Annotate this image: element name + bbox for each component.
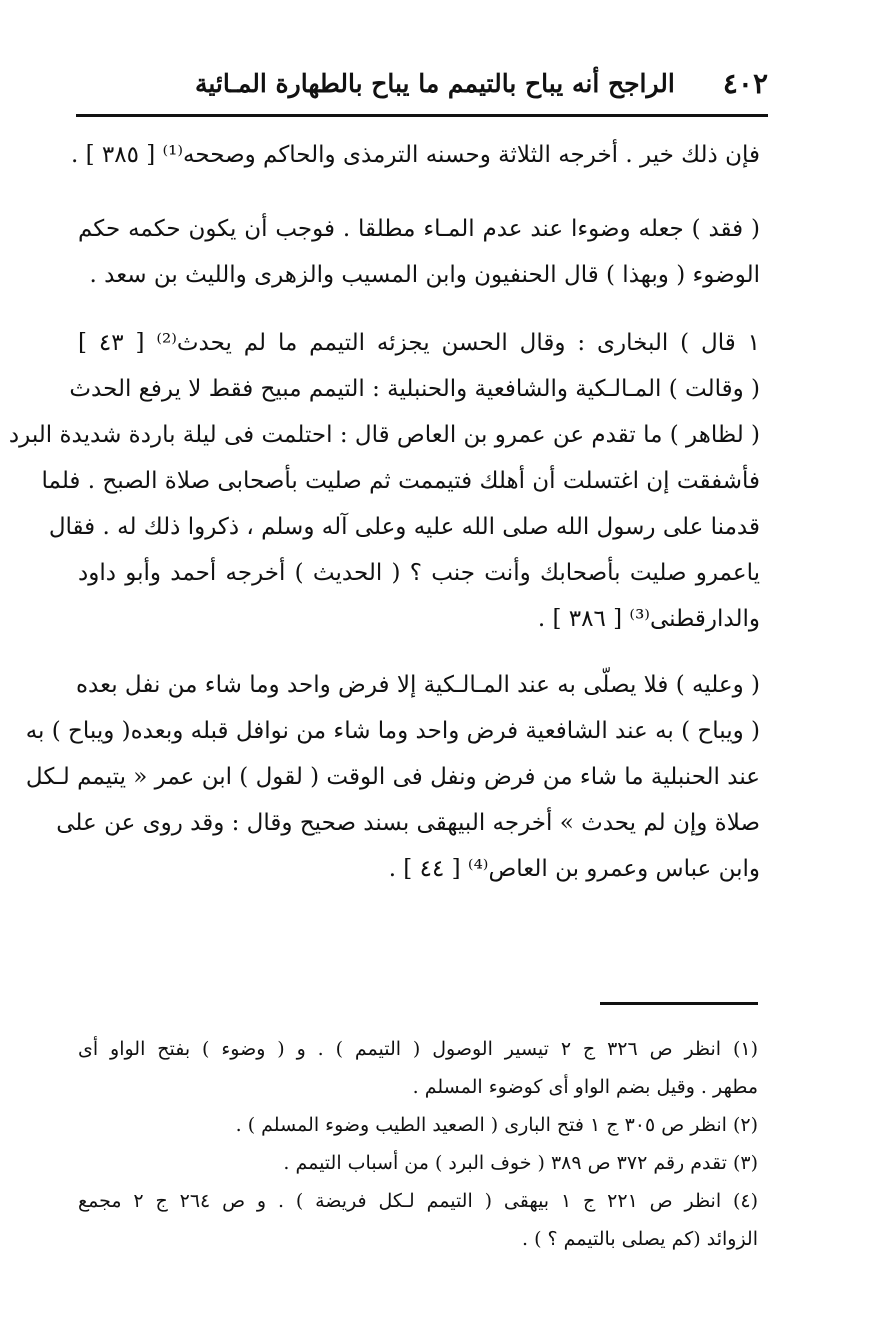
text-line: وابن عباس وعمرو بن العاص⁽⁴⁾ [ ٤٤ ] .: [388, 856, 760, 882]
text-line: فأشفقت إن اغتسلت أن أهلك فتيممت ثم صليت بأصحابى صلاة الصبح . فلما: [41, 468, 760, 494]
footnote-line: (١) انظر ص ٣٢٦ ج ٢ تيسير الوصول ( التيمم ) . و ( وضوء ) بفتح الواو أى: [78, 1038, 759, 1060]
text-line: ١ قال ) البخارى : وقال الحسن يجزئه التيمم ما لم يحدث⁽²⁾ [ ٤٣ ]: [78, 330, 760, 356]
text-line: قدمنا على رسول الله صلى الله عليه وعلى آله وسلم ، ذكروا ذلك له . فقال: [48, 514, 760, 540]
footnote-3: [78, 1144, 758, 1182]
text-line: فإن ذلك خير . أخرجه الثلاثة وحسنه الترمذى والحاكم وصححه⁽¹⁾ [ ٣٨٥ ] .: [70, 142, 760, 168]
text-line: صلاة وإن لم يحدث » أخرجه البيهقى بسند صحيح وقال : وقد روى عن على: [56, 810, 760, 836]
running-title: الراجح أنه يباح بالتيمم ما يباح بالطهارة المـائية: [194, 68, 675, 98]
text-line: والدارقطنى⁽³⁾ [ ٣٨٦ ] .: [537, 606, 760, 632]
text-line: ( ويباح ) به عند الشافعية فرض واحد وما شاء من نوافل قبله وبعده( ويباح ) به: [25, 718, 760, 744]
footnote-line: (٣) تقدم رقم ٣٧٢ ص ٣٨٩ ( خوف البرد ) من أسباب التيمم .: [283, 1152, 758, 1174]
text-line: ( وقالت ) المـالـكية والشافعية والحنبلية : التيمم مبيح فقط لا يرفع الحدث: [69, 376, 760, 402]
text-line: ( لظاهر ) ما تقدم عن عمرو بن العاص قال : احتلمت فى ليلة باردة شديدة البرد: [8, 422, 760, 448]
footnote-1: [78, 1030, 758, 1106]
paragraph-2: [78, 206, 760, 298]
header-rule: [76, 114, 768, 117]
footnote-line: مطهر . وقيل بضم الواو أى كوضوء المسلم .: [412, 1076, 758, 1098]
text-line: ( فقد ) جعله وضوءا عند عدم المـاء مطلقا . فوجب أن يكون حكمه حكم: [78, 216, 760, 242]
footnote-line: (٢) انظر ص ٣٠٥ ج ١ فتح البارى ( الصعيد الطيب وضوء المسلم ) .: [235, 1114, 758, 1136]
footnote-4: [78, 1182, 758, 1258]
page-header: [78, 58, 768, 108]
paragraph-1: [70, 132, 760, 178]
page-number: ٤٠٢: [722, 66, 768, 100]
footnote-line: الزوائد (كم يصلى بالتيمم ؟ ) .: [522, 1228, 758, 1250]
main-text: [8, 132, 760, 892]
footnotes: [78, 1030, 758, 1258]
footnote-rule: [600, 1002, 758, 1005]
footnote-2: [78, 1106, 758, 1144]
paragraph-4: [25, 662, 760, 892]
text-line: ( وعليه ) فلا يصلّى به عند المـالـكية إلا فرض واحد وما شاء من نفل بعده: [75, 672, 760, 698]
footnote-line: (٤) انظر ص ٢٢١ ج ١ بيهقى ( التيمم لـكل فريضة ) . و ص ٢٦٤ ج ٢ مجمع: [78, 1190, 759, 1212]
paragraph-3: [8, 320, 760, 642]
text-line: عند الحنبلية ما شاء من فرض ونفل فى الوقت ( لقول ) ابن عمر « يتيمم لـكل: [25, 764, 760, 790]
text-line: الوضوء ( وبهذا ) قال الحنفيون وابن المسيب والزهرى والليث بن سعد .: [89, 262, 760, 288]
text-line: ياعمرو صليت بأصحابك وأنت جنب ؟ ( الحديث ) أخرجه أحمد وأبو داود: [78, 560, 760, 586]
